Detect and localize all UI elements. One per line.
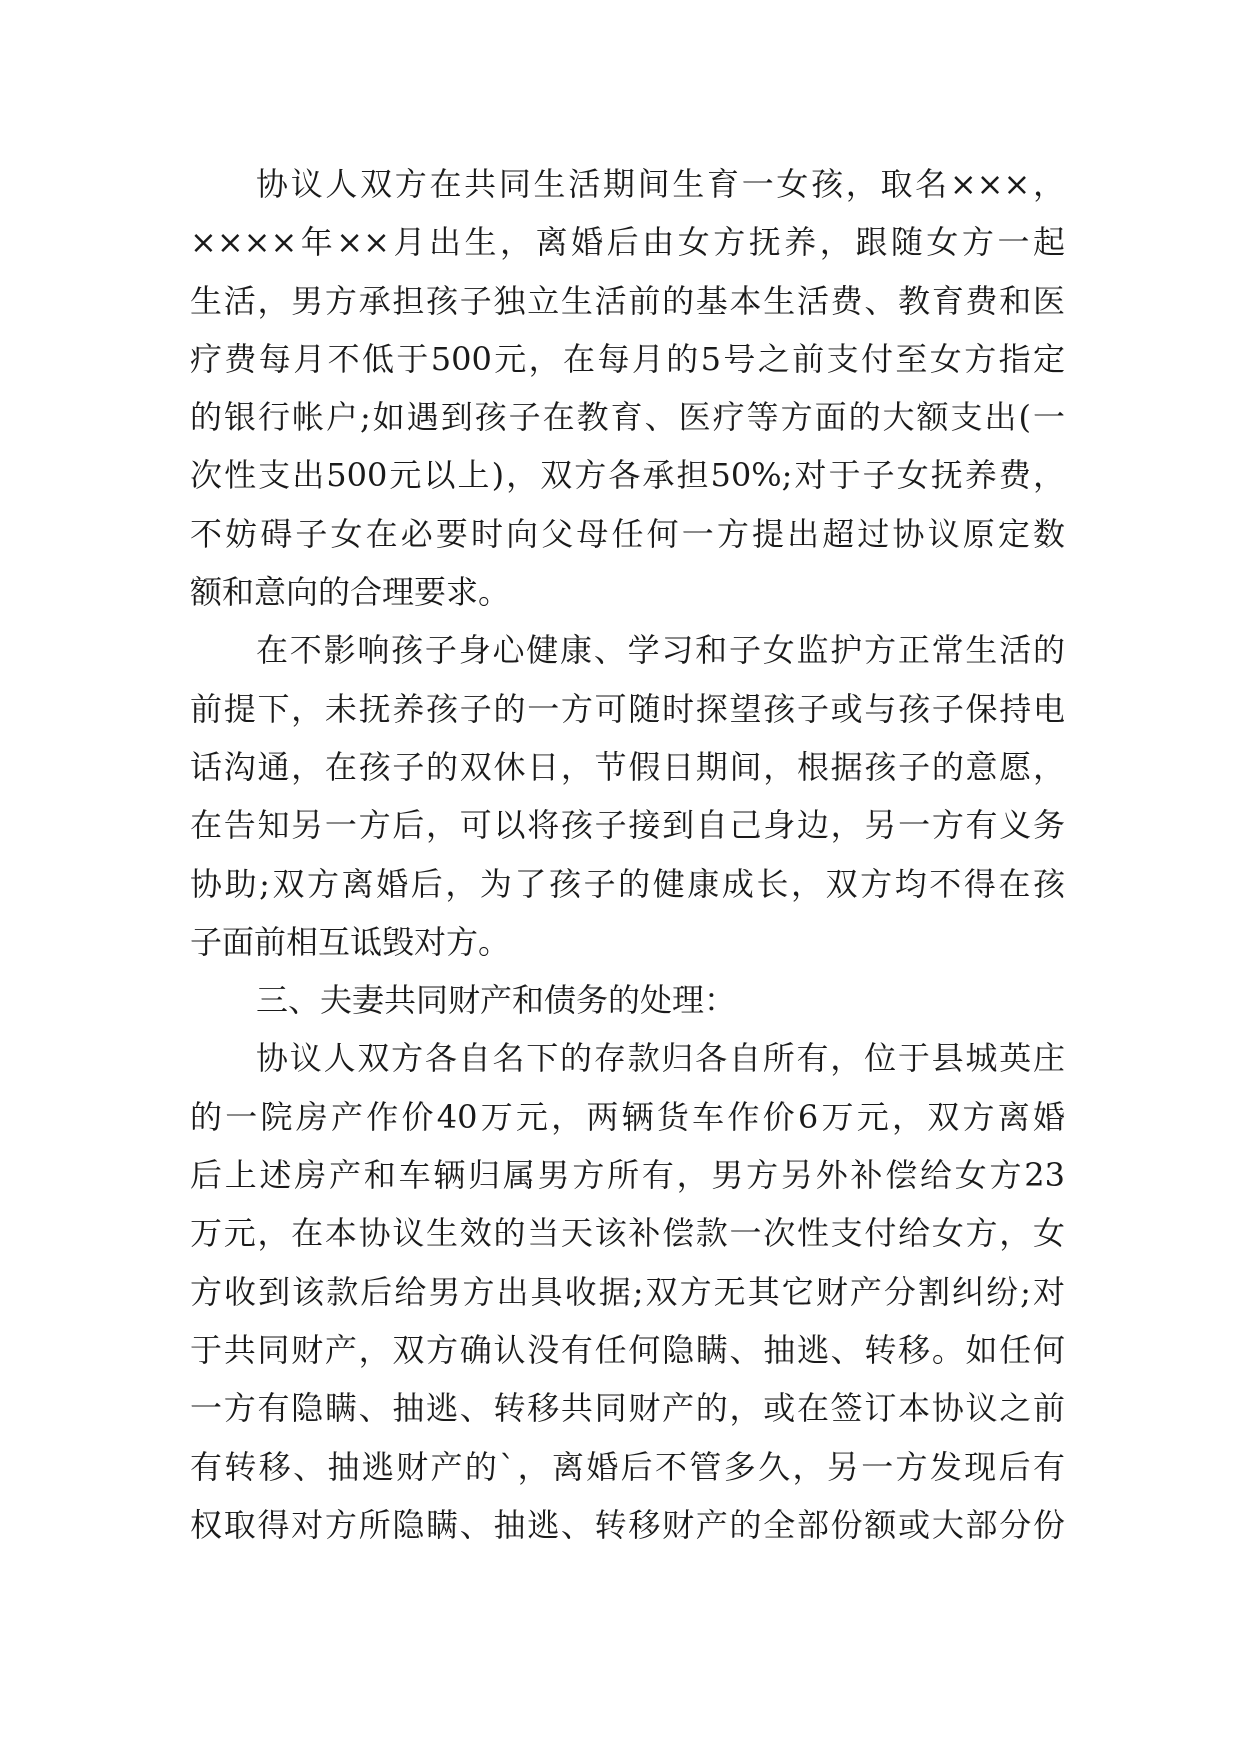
text-line: 协助;双方离婚后，为了孩子的健康成长，双方均不得在孩 (190, 864, 1065, 903)
text-line: 次性支出500元以上)，双方各承担50%;对于子女抚养费， (190, 456, 1065, 495)
text-line: 方收到该款后给男方出具收据;双方无其它财产分割纠纷;对 (190, 1272, 1065, 1311)
text-line: 权取得对方所隐瞒、抽逃、转移财产的全部份额或大部分份 (190, 1505, 1065, 1544)
section-heading: 三、夫妻共同财产和债务的处理： (256, 981, 737, 1020)
text-line: 在告知另一方后，可以将孩子接到自己身边，另一方有义务 (190, 806, 1065, 845)
text-line: 的银行帐户;如遇到孩子在教育、医疗等方面的大额支出(一 (190, 398, 1065, 437)
text-line: 有转移、抽逃财产的`，离婚后不管多久，另一方发现后有 (190, 1447, 1065, 1486)
text-line: 前提下，未抚养孩子的一方可随时探望孩子或与孩子保持电 (190, 689, 1065, 728)
text-line: 于共同财产，双方确认没有任何隐瞒、抽逃、转移。如任何 (190, 1330, 1065, 1369)
text-line: 万元，在本协议生效的当天该补偿款一次性支付给女方，女 (190, 1214, 1065, 1253)
text-line: 额和意向的合理要求。 (190, 573, 511, 612)
text-line: 一方有隐瞒、抽逃、转移共同财产的，或在签订本协议之前 (190, 1389, 1065, 1428)
text-line: 后上述房产和车辆归属男方所有，男方另外补偿给女方23 (190, 1156, 1065, 1195)
text-line: 不妨碍子女在必要时向父母任何一方提出超过协议原定数 (190, 514, 1065, 553)
text-line: 的一院房产作价40万元，两辆货车作价6万元，双方离婚 (190, 1097, 1065, 1136)
text-line: 在不影响孩子身心健康、学习和子女监护方正常生活的 (256, 631, 1065, 670)
text-line: 疗费每月不低于500元，在每月的5号之前支付至女方指定 (190, 339, 1065, 378)
document-body (190, 155, 1065, 1554)
text-line: 协议人双方各自名下的存款归各自所有，位于县城英庄 (256, 1039, 1065, 1078)
text-line: 生活，男方承担孩子独立生活前的基本生活费、教育费和医 (190, 281, 1065, 320)
text-line: ××××年××月出生，离婚后由女方抚养，跟随女方一起 (190, 223, 1065, 262)
text-line: 话沟通，在孩子的双休日，节假日期间，根据孩子的意愿， (190, 747, 1065, 786)
text-line: 子面前相互诋毁对方。 (190, 922, 511, 961)
text-line: 协议人双方在共同生活期间生育一女孩，取名×××， (256, 165, 1065, 203)
